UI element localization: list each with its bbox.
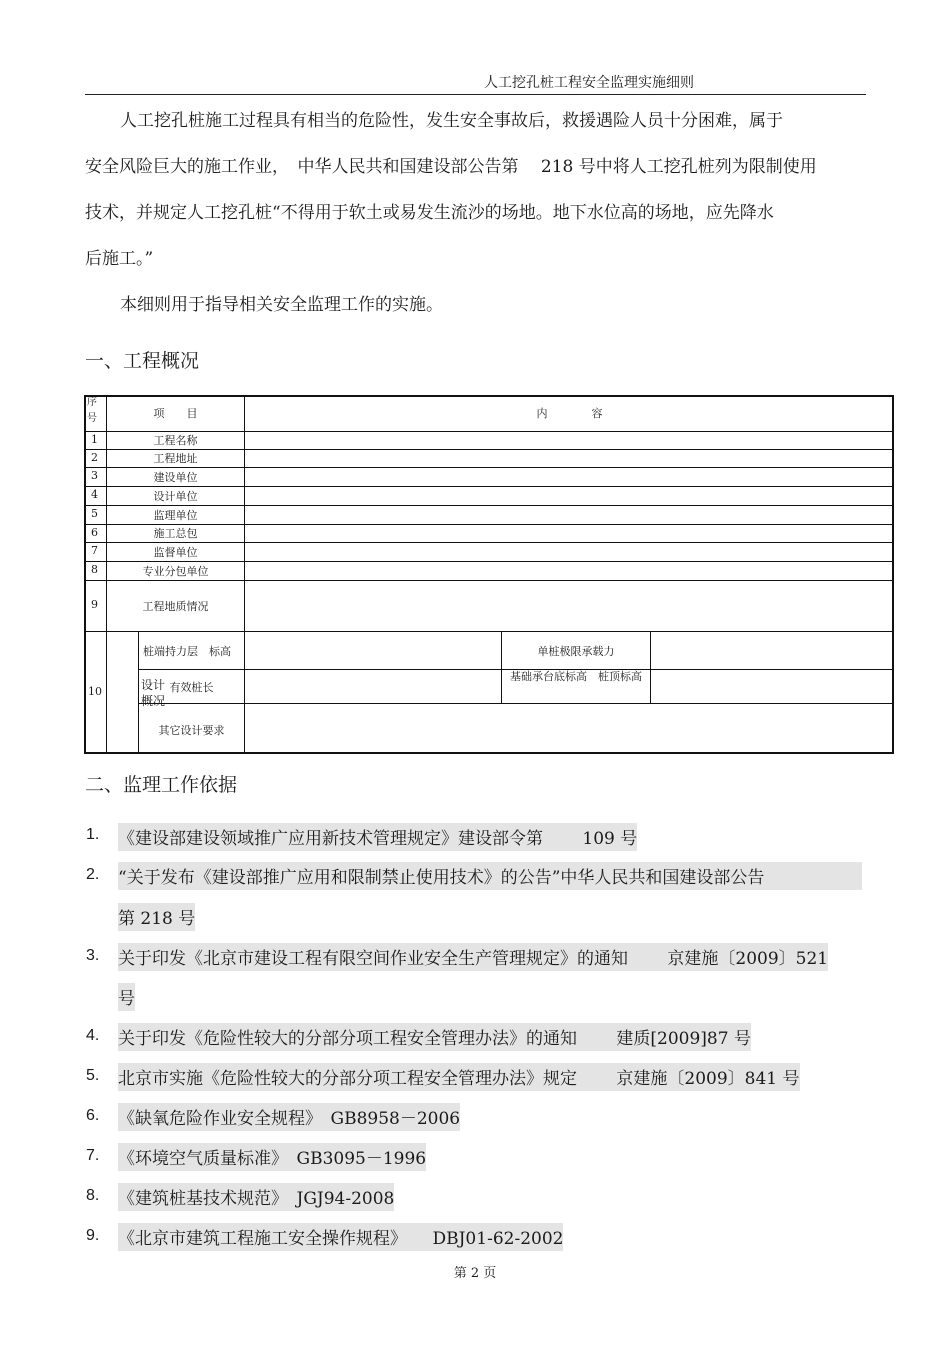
reference-text: 关于印发《危险性较大的分部分项工程安全管理办法》的通知 建质[2009]87 号 (118, 1023, 751, 1051)
header-no: 序号 (87, 397, 97, 424)
row-line (86, 467, 894, 468)
reference-text: 关于印发《北京市建设工程有限空间作业安全生产管理规定》的通知 京建施〔2009〕521 (118, 943, 828, 971)
row-item: 工程名称 (153, 434, 198, 447)
intro-line-1: 人工挖孔桩施工过程具有相当的危险性，发生安全事故后，救援遇险人员十分困难，属于 (120, 111, 783, 131)
intro-line-5: 本细则用于指导相关安全监理工作的实施。 (120, 295, 443, 315)
other-requirements-label: 其它设计要求 (158, 724, 225, 737)
pile-end-label: 桩端持力层 标高 (143, 645, 231, 658)
reference-text: 《建设部建设领域推广应用新技术管理规定》建设部令第 109 号 (118, 823, 637, 851)
reference-text: 《缺氧危险作业安全规程》 GB8958－2006 (118, 1103, 460, 1131)
section-1-title: 一、工程概况 (85, 350, 200, 372)
row-no: 8 (91, 563, 98, 576)
reference-text: 《环境空气质量标准》 GB3095－1996 (118, 1143, 426, 1171)
row-no: 5 (91, 507, 98, 520)
reference-number: 4. (86, 1027, 100, 1044)
row-no: 2 (91, 451, 98, 464)
running-header-title: 人工挖孔桩工程安全监理实施细则 (484, 75, 694, 91)
reference-text-continued: 第 218 号 (118, 903, 195, 931)
row-no: 10 (88, 685, 102, 698)
row-no: 1 (91, 433, 98, 446)
reference-text: 《建筑桩基技术规范》 JGJ94-2008 (118, 1183, 394, 1211)
row-line (86, 580, 894, 581)
col-divider-item (244, 397, 245, 631)
reference-number: 6. (86, 1107, 100, 1124)
design-group-label: 设计概况 (141, 678, 166, 708)
col-divider-design-mid (501, 631, 502, 703)
col-divider-design-label (244, 631, 245, 754)
row-item: 设计单位 (153, 490, 198, 503)
reference-number: 3. (86, 947, 100, 964)
row-item: 施工总包 (153, 527, 198, 540)
reference-number: 1. (86, 826, 100, 843)
row-line (86, 505, 894, 506)
single-capacity-label: 单桩极限承载力 (537, 645, 615, 658)
row-item: 工程地址 (153, 452, 198, 465)
reference-text: 北京市实施《危险性较大的分部分项工程安全管理办法》规定 京建施〔2009〕841 号 (118, 1063, 800, 1091)
row-item: 监督单位 (153, 546, 198, 559)
row-line (138, 703, 894, 704)
row-item: 专业分包单位 (142, 565, 209, 578)
intro-line-3: 技术，并规定人工挖孔桩“不得用于软土或易发生流沙的场地。地下水位高的场地，应先降水 (85, 203, 774, 223)
intro-line-4: 后施工。” (85, 249, 154, 269)
row-line (86, 486, 894, 487)
row-line (86, 561, 894, 562)
reference-number: 8. (86, 1187, 100, 1204)
reference-text-continued: 号 (118, 983, 135, 1011)
header-item: 项 目 (153, 407, 198, 420)
page-number: 第 2 页 (453, 1266, 497, 1281)
row-no: 4 (91, 488, 98, 501)
reference-text: “关于发布《建设部推广应用和限制禁止使用技术》的公告”中华人民共和国建设部公告 (118, 862, 862, 890)
section-2-title: 二、监理工作依据 (85, 774, 238, 796)
header-content: 内 容 (536, 407, 603, 420)
row-no: 6 (91, 526, 98, 539)
row-line (86, 631, 894, 632)
row-no: 9 (91, 598, 98, 611)
reference-number: 5. (86, 1067, 100, 1084)
effective-length-label: 有效桩长 (169, 681, 214, 694)
project-overview-table (84, 395, 894, 754)
reference-number: 9. (86, 1227, 100, 1244)
header-rule (85, 94, 866, 95)
row-no: 3 (91, 469, 98, 482)
reference-text: 《北京市建筑工程施工安全操作规程》 DBJ01-62-2002 (118, 1223, 563, 1251)
reference-number: 7. (86, 1147, 100, 1164)
cap-elevation-label: 基础承台底标高 桩顶标高 (510, 670, 642, 683)
reference-number: 2. (86, 866, 100, 883)
col-divider-design-right (650, 631, 651, 703)
row-item: 监理单位 (153, 509, 198, 522)
row-no: 7 (91, 544, 98, 557)
row-item: 工程地质情况 (142, 600, 209, 613)
row-line (86, 542, 894, 543)
row-item: 建设单位 (153, 471, 198, 484)
intro-line-2: 安全风险巨大的施工作业， 中华人民共和国建设部公告第 218 号中将人工挖孔桩列为限制使用 (85, 157, 817, 177)
